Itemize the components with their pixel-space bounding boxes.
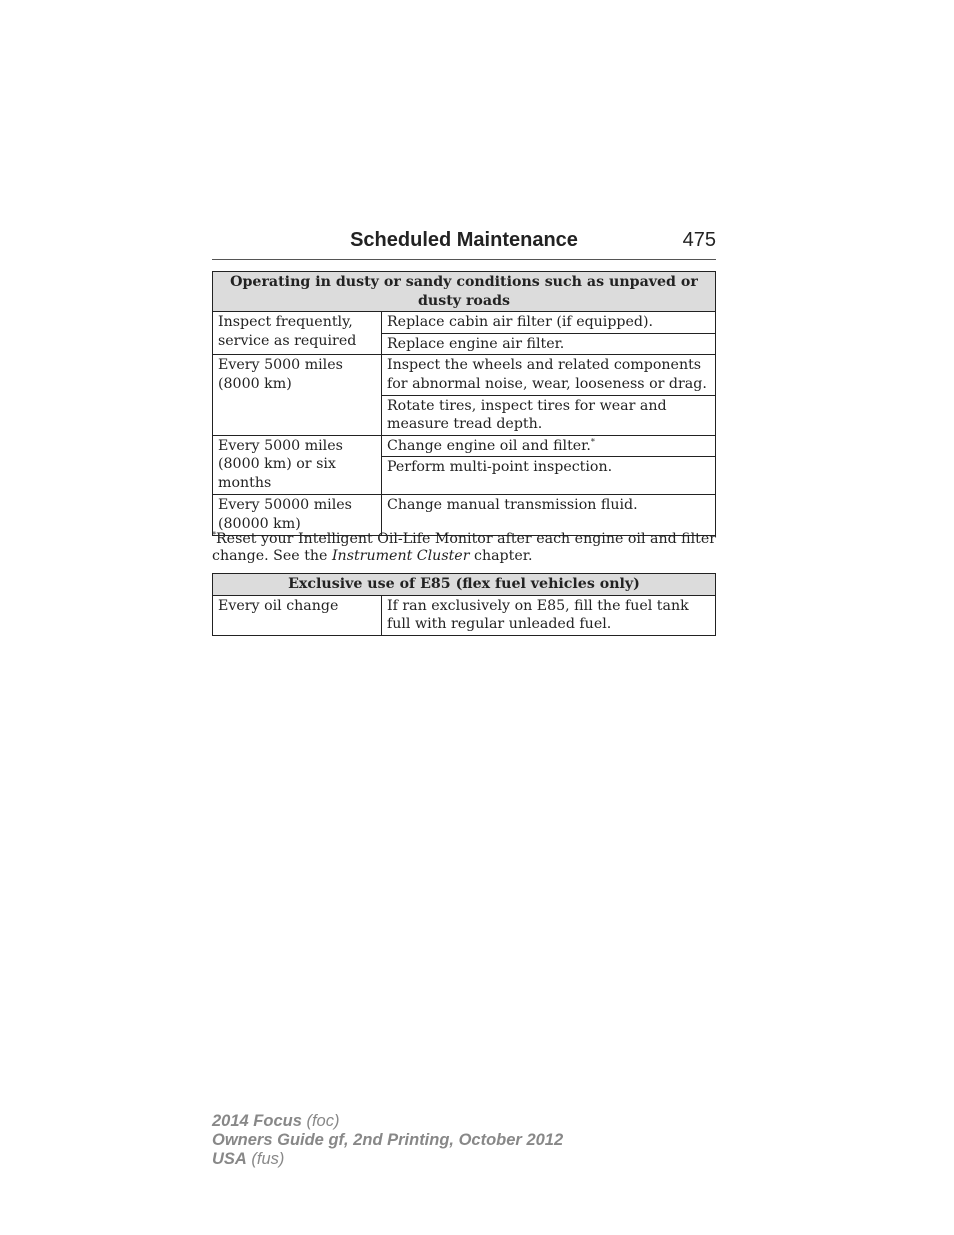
table-row: [213, 495, 716, 535]
interval-cell: Inspect frequently, service as required: [213, 312, 382, 355]
page-footer: [212, 1112, 563, 1169]
footer-guide: Owners Guide gf, 2nd Printing, October 2012: [212, 1131, 564, 1149]
page-title: Scheduled Maintenance: [350, 229, 578, 251]
interval-cell: Every 5000 miles (8000 km) or six months: [213, 435, 382, 495]
footnote-mark: *: [590, 437, 595, 447]
table-row: [213, 312, 716, 334]
interval-cell: Every 5000 miles (8000 km): [213, 355, 382, 435]
task-cell: Perform multi-point inspection.: [382, 457, 716, 495]
task-cell: Replace cabin air filter (if equipped).: [382, 312, 716, 334]
table-row: [213, 355, 716, 395]
footnote-mark: *: [212, 530, 216, 540]
task-cell: Rotate tires, inspect tires for wear and measure tread depth.: [382, 395, 716, 435]
task-cell: [382, 435, 716, 457]
task-cell: Replace engine air filter.: [382, 333, 716, 355]
page-number: 475: [682, 229, 716, 251]
footnote-text: Reset your Intelligent Oil-Life Monitor after each engine oil and filter change. See the: [212, 531, 717, 564]
table-header-row: [213, 272, 716, 312]
e85-table: [212, 573, 716, 636]
footer-line: [212, 1112, 563, 1131]
footer-line: [212, 1150, 563, 1169]
dusty-conditions-table: [212, 271, 716, 536]
footnote-text-end: chapter.: [469, 548, 533, 564]
table-header-row: [213, 574, 716, 596]
footer-model: 2014 Focus: [212, 1112, 302, 1130]
interval-cell: Every 50000 miles (80000 km): [213, 495, 382, 535]
footer-model-code: (foc): [301, 1112, 340, 1130]
footer-market: USA: [212, 1150, 247, 1168]
task-text: Change engine oil and filter.: [387, 437, 591, 454]
table-row: [213, 595, 716, 635]
table-heading: Exclusive use of E85 (flex fuel vehicles only): [213, 574, 716, 596]
task-cell: Change manual transmission fluid.: [382, 495, 716, 535]
footnote: [212, 531, 722, 565]
interval-cell: Every oil change: [213, 595, 382, 635]
task-cell: Inspect the wheels and related components for abnormal noise, wear, looseness or drag.: [382, 355, 716, 395]
footer-market-code: (fus): [246, 1150, 285, 1168]
task-cell: If ran exclusively on E85, fill the fuel tank full with regular unleaded fuel.: [382, 595, 716, 635]
page-header: [212, 229, 716, 260]
table-row: [213, 435, 716, 457]
table-heading: Operating in dusty or sandy conditions such as unpaved or dusty roads: [213, 272, 716, 312]
footer-line: [212, 1131, 563, 1150]
footnote-chapter-ref: Instrument Cluster: [331, 548, 470, 564]
